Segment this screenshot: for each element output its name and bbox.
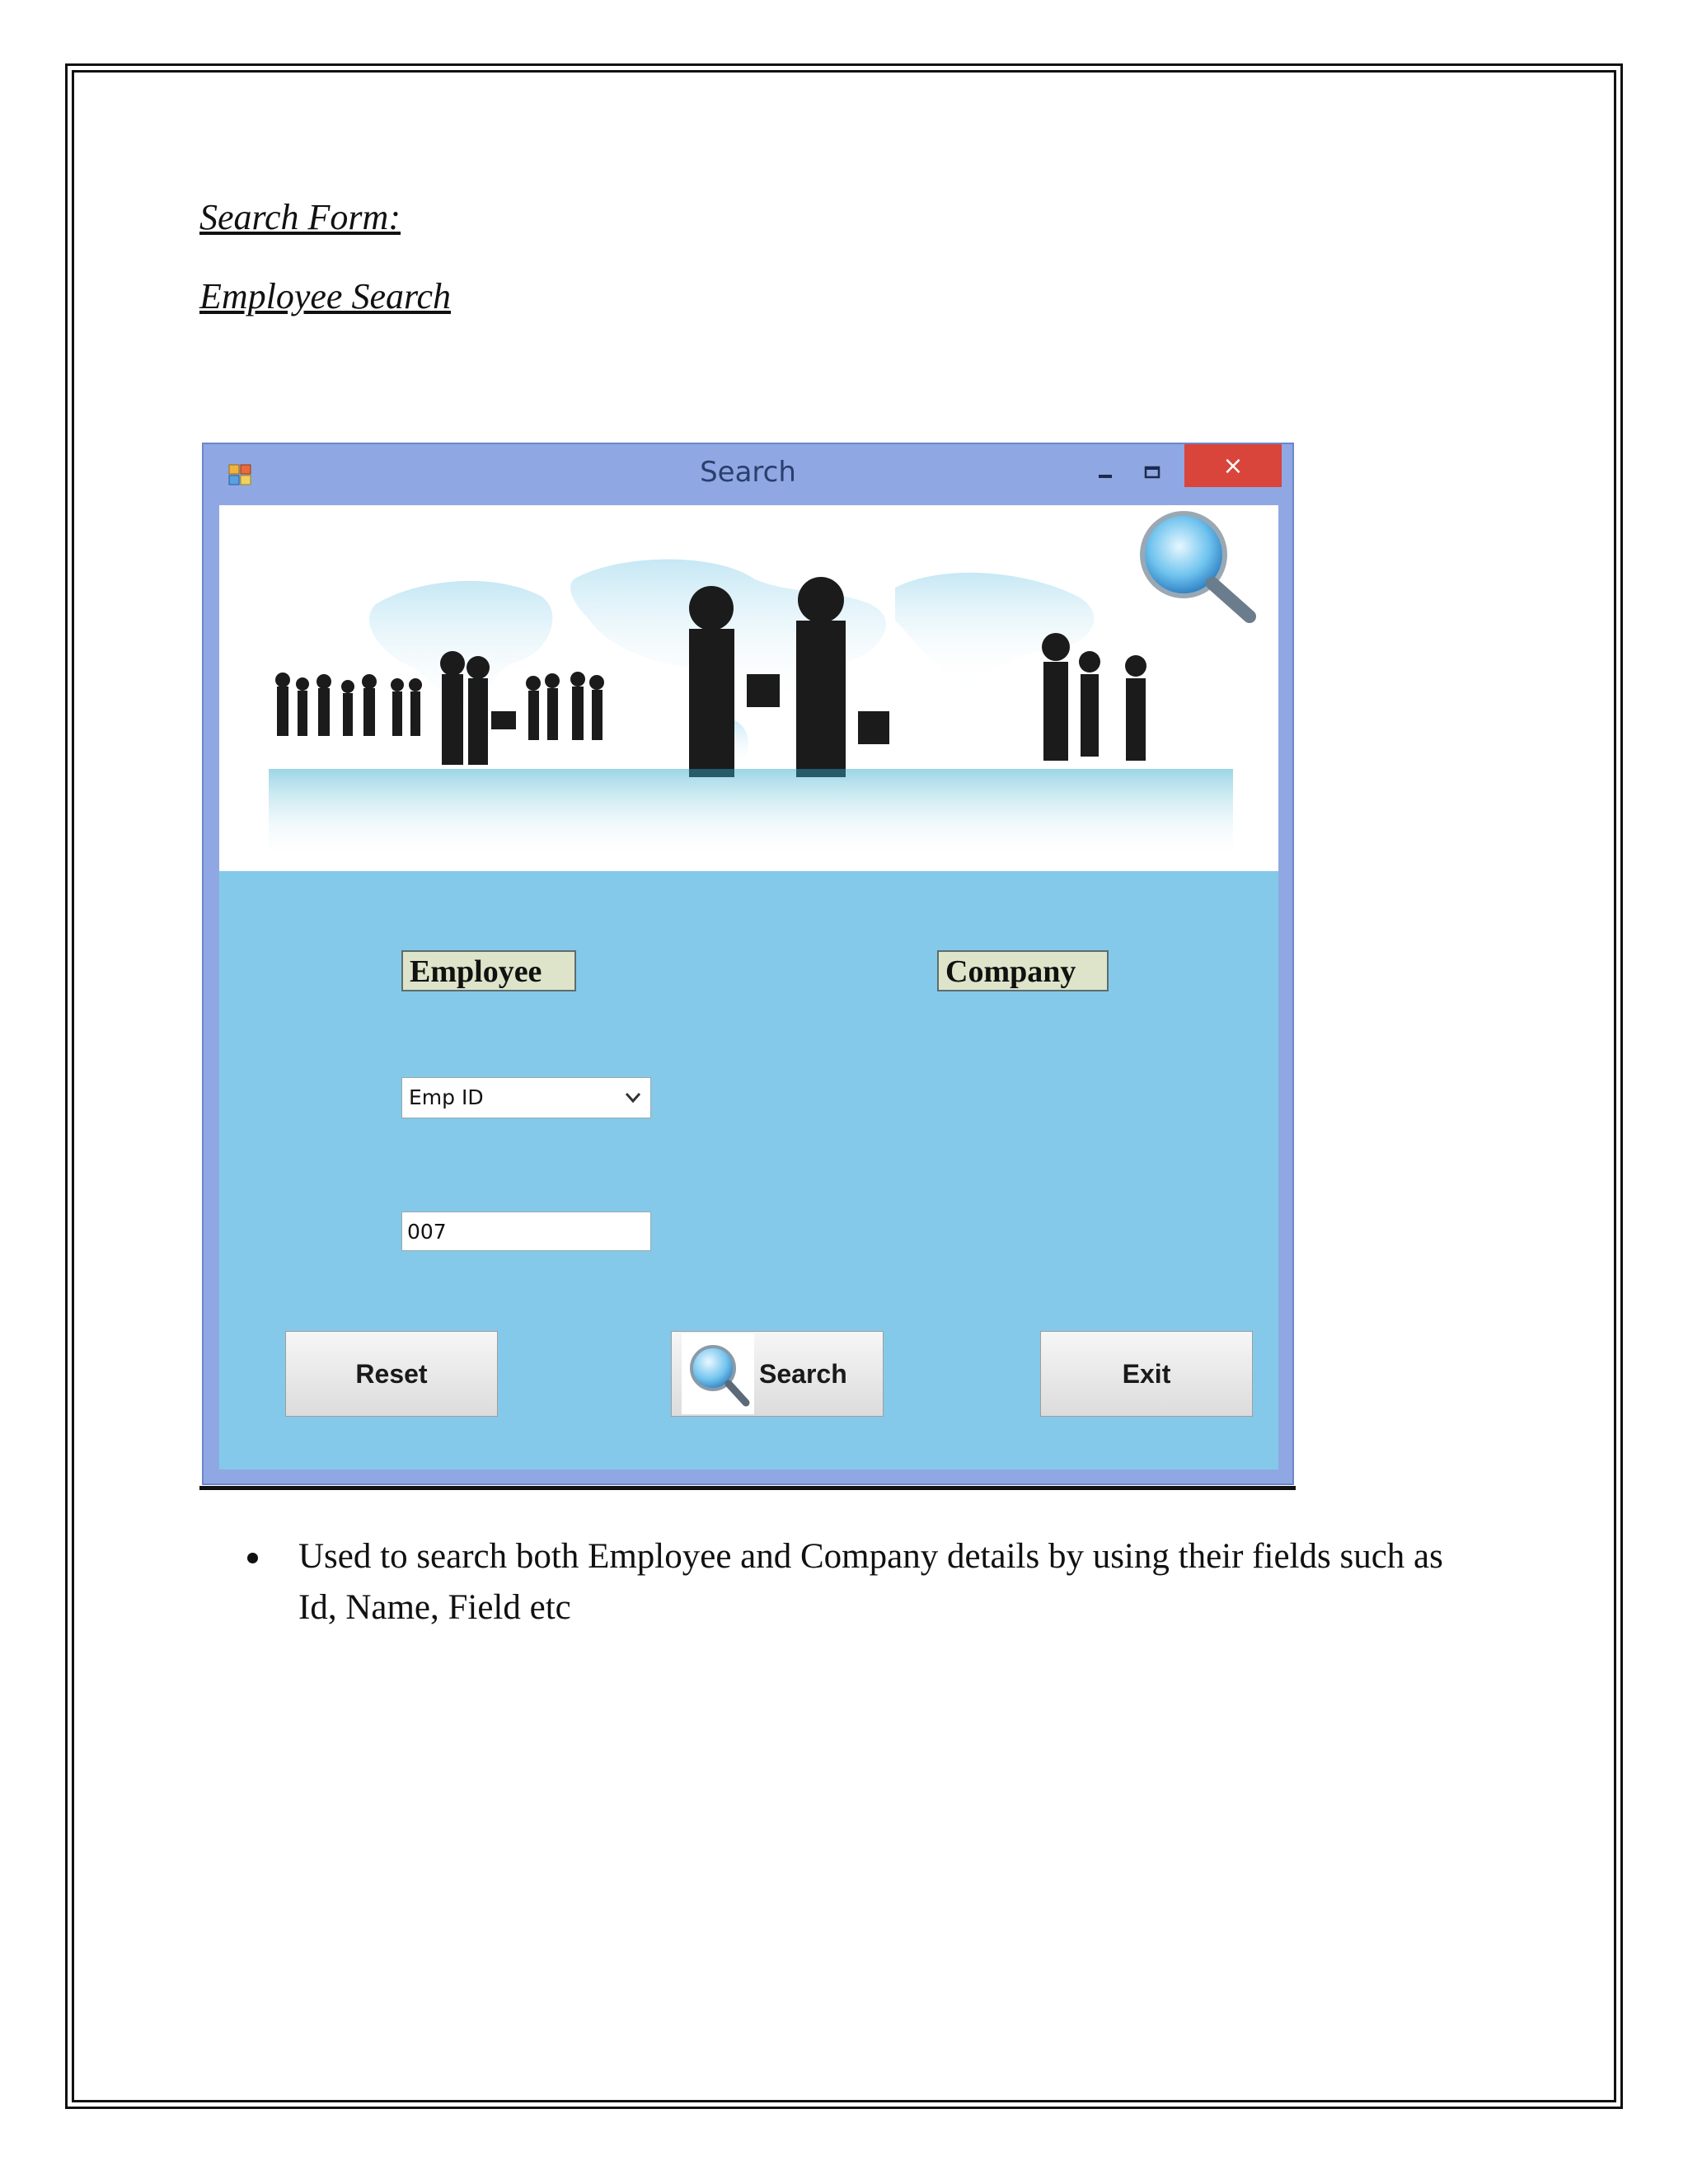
employee-label[interactable]: Employee [401,950,576,991]
close-button[interactable] [1184,444,1282,487]
chevron-down-icon [624,1090,642,1105]
banner-image [219,505,1278,871]
maximize-button[interactable] [1133,454,1171,492]
magnifier-icon [1142,513,1250,616]
section-heading: Search Form: [199,197,401,237]
close-icon: × [1222,451,1244,480]
minimize-icon [1097,464,1115,482]
company-label[interactable]: Company [937,950,1109,991]
window-titlebar[interactable] [204,444,1292,505]
bullet-text: Used to search both Employee and Company details by using their fields such as Id, Name, Field etc [298,1537,1443,1627]
search-value-input[interactable] [401,1212,651,1251]
search-field-select[interactable] [401,1077,651,1118]
exit-button[interactable] [1040,1331,1253,1417]
reset-button[interactable] [285,1331,498,1417]
window-title: Search [700,456,796,489]
search-button[interactable] [671,1331,884,1417]
search-window [202,443,1294,1485]
search-field-select-value: Emp ID [409,1085,484,1109]
bullet-dot [247,1553,258,1563]
reset-button-label: Reset [355,1358,428,1389]
search-icon [682,1333,754,1414]
maximize-icon [1143,464,1161,482]
exit-button-label: Exit [1122,1358,1171,1389]
section-subheading: Employee Search [199,276,452,316]
window-client-area [219,505,1278,1469]
search-button-label: Search [759,1358,847,1389]
banner-illustration [219,505,1278,871]
figure-underline [199,1486,1296,1490]
minimize-button[interactable] [1087,454,1125,492]
